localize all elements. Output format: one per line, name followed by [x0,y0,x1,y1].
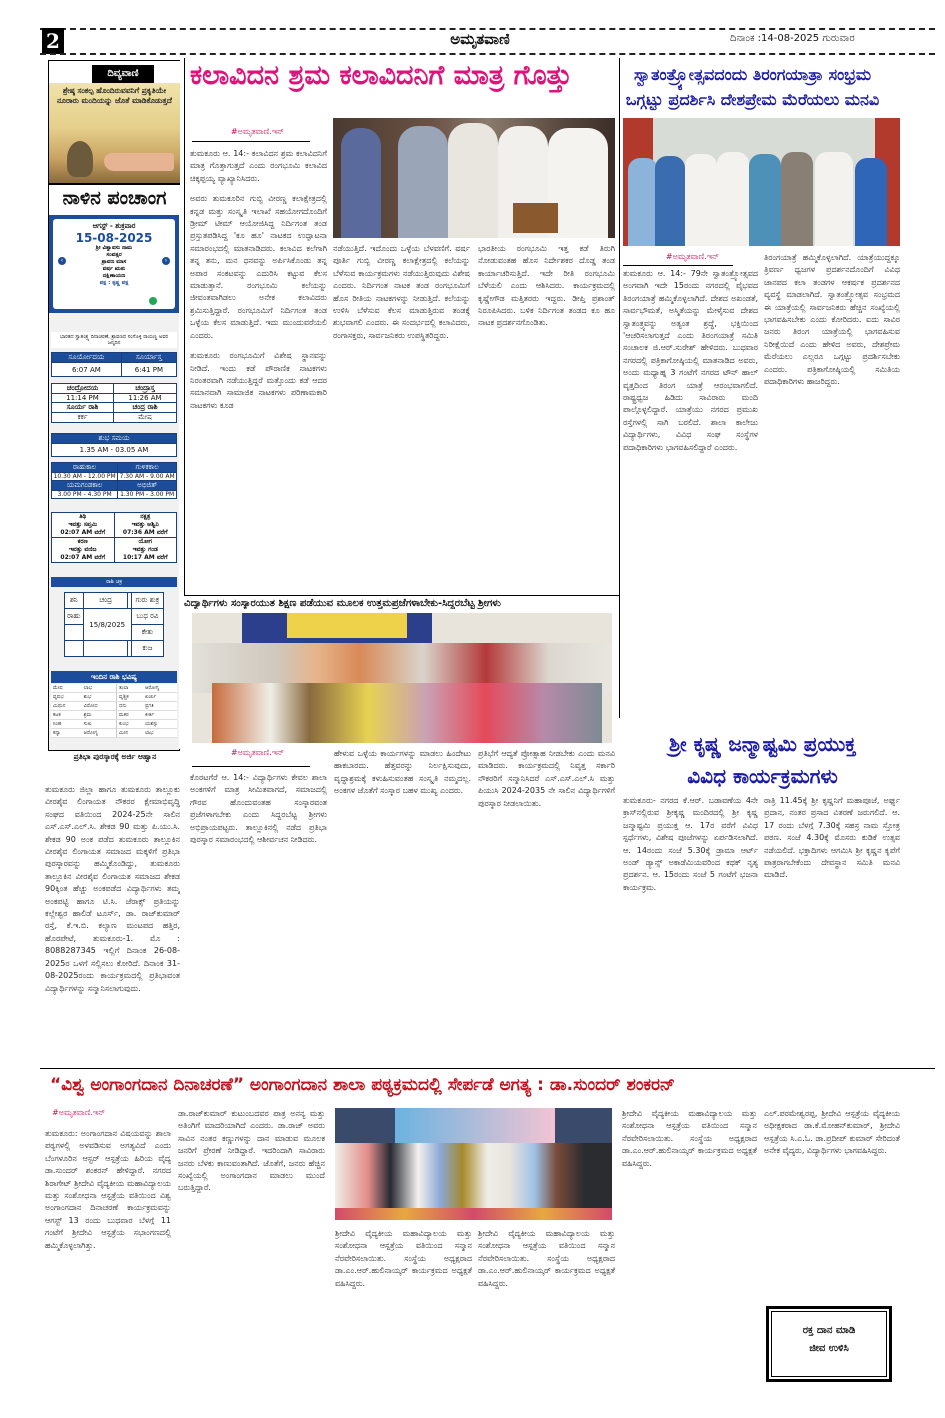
header-rule-bottom [40,53,935,55]
rashi-name: ಧನು [117,702,143,711]
sun-rashi-label: ಸೂರ್ಯ ರಾಶಿ [52,403,114,413]
divider [49,183,180,185]
moonrise-label: ಚಂದ್ರೋದಯ [52,384,114,394]
article2-photo [623,118,900,246]
samvatsara-line: ಸಂವತ್ಸರ [106,252,122,258]
bhavishya-row [51,684,177,693]
divider [184,595,619,596]
moonset-time: 11:26 AM [113,394,176,403]
article5-col1: ತುಮಕೂರು: ಅಂಗಾಂಗದಾನ ವಿಷಯವನ್ನು ಶಾಲಾ ಪಠ್ಯಗಳಲ್ಲಿ ಅಳವಡಿಸುವ ಅಗತ್ಯವಿದೆ ಎಂದು ಬೆಂಗಳೂರಿನ ಆಸ್ಟರ್ ಆಸ್ಪತ್ರೆಯ ಹಿರಿಯ ವೈದ್ಯ ಡಾ.ಸುಂದರ್ ಶಂಕರನ್ ಹೇಳಿದ್ದಾರೆ. ನಗರದ ಶಿರಾಗೇಟ್ ಶ್ರೀದೇವಿ ವೈದ್ಯಕೀಯ ಮಹಾವಿದ್ಯಾಲಯ ಮತ್ತು ಸಂಶೋಧನಾ ಆಸ್ಪತ್ರೆಯ ವತಿಯಿಂದ ವಿಶ್ವ ಅಂಗಾಂಗದಾನ ದಿನಾಚರಣೆ ಕಾರ್ಯಕ್ರಮವನ್ನು ಆಗಸ್ಟ್ 13 ರಂದು ಬುಧವಾರ ಬೆಳಗ್ಗೆ 11 ಗಂಟೆಗೆ ಶ್ರೀದೇವಿ ಆಸ್ಪತ್ರೆಯ ಸಭಾಂಗಣದಲ್ಲಿ ಹಮ್ಮಿಕೊಳ್ಳಲಾಗಿತ್ತು. [45,1129,171,1250]
ayana-line: ದಕ್ಷಿಣಾಯಣ [102,273,126,279]
tithi-cell [52,513,115,538]
yama-label: ಯಮಗಂಡಕಾಲ [52,481,118,491]
panchanga-title: ನಾಳಿನ ಪಂಚಾಂಗ [62,187,167,209]
rashi-prediction: ಶುಭ [82,693,117,702]
moon-table [51,383,177,423]
rahu-time: 10.30 AM - 12.00 PM [53,473,116,480]
article1-photo [333,118,615,238]
article2-headline-line1: ಸ್ವಾತಂತ್ರ್ಯೋತ್ಸವದಂದು ತಿರಂಗಯಾತ್ರಾ ಸಂಭ್ರಮ [633,65,872,84]
shubha-time: 1.35 AM - 03.05 AM [52,444,177,457]
chakra-cell: ಕೇತು [131,625,163,641]
article5-col4a: ಶ್ರೀದೇವಿ ವೈದ್ಯಕೀಯ ಮಹಾವಿದ್ಯಾಲಯ ಮತ್ತು ಸಂಶೋಧನಾ ಆಸ್ಪತ್ರೆಯ ವತಿಯಿಂದ ಸನ್ಮಾನ ನೆರವೇರಿಸಲಾಯಿತು. ಸಂಸ್ಥೆಯ ಅಧ್ಯಕ್ಷರಾದ ಡಾ.ಎಂ.ಆರ್.ಹುಲಿನಾಯ್ಕರ್ ಕಾರ್ಯಕ್ರಮದ ಅಧ್ಯಕ್ಷತೆ ವಹಿಸಿದ್ದರು. [622,1109,757,1168]
blood-box-line1: ರಕ್ತ ದಾನ ಮಾಡಿ [802,1325,856,1336]
article4-col2: ರಾತ್ರಿ 11.45ಕ್ಕೆ ಶ್ರೀ ಕೃಷ್ಣನಿಗೆ ಮಹಾಪೂಜೆ, ಅರ್ಘ್ಯ ಪ್ರದಾನ, ನಂತರ ಪ್ರಸಾದ ವಿತರಣೆ ಜರುಗಲಿದೆ. ಆ. 17 ರಂದು ಬೆಳಗ್ಗೆ 7.30ಕ್ಕೆ ಸಹಸ್ರ ನಾಮ ಸ್ತೋತ್ರ ಪಠಣ. ಸಂಜೆ 4.30ಕ್ಕೆ ಮೊಸರು ಕುಡಿಕೆ ಉತ್ಸವ ನಡೆಯಲಿದೆ. ಭಕ್ತಾದಿಗಳು ಆಗಮಿಸಿ ಶ್ರೀ ಕೃಷ್ಣನ ಕೃಪೆಗೆ ಪಾತ್ರರಾಗಬೇಕೆಂದು ದೇವಸ್ಥಾನ ಸಮಿತಿ ಮನವಿ ಮಾಡಿದೆ. [764,796,900,880]
rahu-label: ರಾಹುಕಾಲ [52,463,118,473]
article3-col2: ಹೇಳುವ ಒಳ್ಳೆಯ ಕಾರ್ಯಗಳನ್ನು ಮಾಡಲು ಹಿಂದೇಟು ಹಾಕಬಾರದು. ಹೆತ್ತವರನ್ನು ನಿರ್ಲಕ್ಷಿಸುವುದು, ವೃದ್ಧಾಶ್ರಮಕ್ಕೆ ಕಳುಹಿಸುವಂತಹ ಸಂಸ್ಕೃತಿ ನಮ್ಮದಲ್ಲ. ಅಂಕಗಳ ಜೊತೆಗೆ ಸಂಸ್ಕಾರ ಬಹಳ ಮುಖ್ಯ ಎಂದರು. [334,749,471,796]
rashi-prediction: ಪ್ರಗತಿ [143,702,177,711]
bhavishya-row [51,702,177,711]
article1-para: ತುಮಕೂರು ಆ. 14:- ಕಲಾವಿದನ ಶ್ರಮ ಕಲಾವಿದನಿಗೆ ಮಾತ್ರ ಗೊತ್ತಾಗುತ್ತದೆ ಎಂದು ರಂಗಭೂಮಿ ಕಲಾವಿದ ಚಿಕ್ಕಪ್ಪಯ್ಯ ವ್ಯಾಖ್ಯಾನಿಸಿದರು. [190,149,327,183]
page-number: 2 [42,28,64,54]
article3-credit: #ಅಮೃತವಾಣಿ.ಇನ್ [230,748,285,757]
hand-shape [104,153,174,171]
award-heading: ಪ್ರತಿಭಾ ಪುರಸ್ಕಾರಕ್ಕೆ ಅರ್ಜಿ ಆಹ್ವಾನ [73,752,157,761]
chakra-cell: ಶನಿ [65,593,84,609]
guli-label: ಗುಳಿಕಕಾಲ [118,463,177,473]
rashi-name: ವೃಶ್ಚಿಕ [117,693,143,702]
award-text: ತುಮಕೂರು ಜಿಲ್ಲಾ ಹಾಗೂ ತುಮಕೂರು ತಾಲ್ಲೂಕು ವೀರಶೈವ ಲಿಂಗಾಯತ ನೌಕರರ ಕ್ಷೇಮಾಭಿವೃದ್ಧಿ ಸಂಘದ ವತಿಯಿಂದ 2024-25ನೇ ಸಾಲಿನ ಎಸ್.ಎಸ್.ಎಲ್.ಸಿ. ಶೇಕಡ 90 ಮತ್ತು ಪಿ.ಯು.ಸಿ. ಶೇಕಡ 90 ಅಂಕ ಪಡೆದ ತುಮಕೂರು ತಾಲ್ಲೂಕಿನ ವೀರಶೈವ ಲಿಂಗಾಯತ ಸಮಾಜದ ಮಕ್ಕಳಿಗೆ ಪ್ರತಿಭಾ ಪುರಸ್ಕಾರವನ್ನು ಹಮ್ಮಿಕೊಂಡಿದ್ದು, ತುಮಕೂರು ತಾಲ್ಲೂಕಿನ ವೀರಶೈವ ಲಿಂಗಾಯತ ಸಮಾಜದ ಶೇಕಡ 90ಕ್ಕಿಂತ ಹೆಚ್ಚು ಅಂಕಪಡೆದ ವಿದ್ಯಾರ್ಥಿಗಳು ತಮ್ಮ ಅಂಕಪಟ್ಟಿ ಹಾಗೂ ಟಿ.ಸಿ. ಜೆರಾಕ್ಸ್ ಪ್ರತಿಯನ್ನು ಕಲ್ಲೇಶ್ವರ ಹಾಲಿಡೆ ಟೂರ್ಸ್, ಡಾ. ರಾಜ್‌ಕುಮಾರ್ ರಸ್ತೆ, ಕೆ.ಇ.ಬಿ. ಕಲ್ಯಾಣ ಮಂಟಪದ ಹತ್ತಿರ, ಹೊರಪೇಟೆ, ತುಮಕೂರು-1. ಮೊ : 8088287345 ಇಲ್ಲಿಗೆ ದಿನಾಂಕ 26-08-2025ರ ಒಳಗೆ ಸಲ್ಲಿಸಲು ಕೋರಿದೆ. ದಿನಾಂಕ 31-08-2025ರಂದು ಕಾರ್ಯಕ್ರಮದಲ್ಲಿ ಪ್ರತಿಭಾವಂತ ವಿದ್ಯಾರ್ಥಿಗಳನ್ನು ಸನ್ಮಾನಿಸಲಾಗುವುದು. [45,785,180,993]
rashi-prediction: ಲಾಭ [143,729,177,738]
article2-headline [620,62,885,112]
bhavishya-row [51,729,177,738]
nakshatra-cell [114,513,177,538]
nakshatra-value: ಇವತ್ತು ಅಶ್ವಿನಿ [131,521,159,528]
article4-headline-line2: ವಿವಿಧ ಕಾರ್ಯಕ್ರಮಗಳು [687,764,838,788]
samvatsara-line: ಶ್ರೀ ವಿಶ್ವಾವಸು ನಾಮ [95,245,133,251]
sun-rashi: ಕರ್ಕ [52,413,114,423]
chakra-cell [83,641,128,657]
article1-col2: ನಡೆಯುತ್ತಿದೆ. ಇದೊಂದು ಒಳ್ಳೆಯ ಬೆಳವಣಿಗೆ. ವರ್ಷ ಪೂರ್ತಿ ಗುಬ್ಬಿ ವೀರಣ್ಣ ಕಲಾಕ್ಷೇತ್ರದಲ್ಲಿ ಕಲೆಯನ್ನು ಬೆಳೆಸುವ ಕಾರ್ಯಕ್ರಮಗಳು ನಡೆಯುತ್ತಿರುವುದು ವಿಶೇಷ ಎಂದರು. ನಿರ್ದಿಗಂತ ನಾಟಕ ತಂಡ ರಂಗಭೂಮಿಗೆ ಹೊಸ ರೀತಿಯ ನಾಟಕಗಳನ್ನು ನೀಡುತ್ತಿದೆ. ಕಲೆಯನ್ನು ಉಳಿಸಿ ಬೆಳೆಸುವ ಕೆಲಸ ಮಾಡುತ್ತಿರುವ ತಂಡಕ್ಕೆ ಶುಭವಾಗಲಿ ಎಂದರು. ಈ ಸಂದರ್ಭದಲ್ಲಿ ಕಲಾವಿದರು, ರಂಗಾಸಕ್ತರು, ಸಾರ್ವಜನಿಕರು ಉಪಸ್ಥಿತರಿದ್ದರು. [333,244,470,340]
column-rule [619,58,620,718]
karana-cell [52,538,115,563]
article2-credit: #ಅಮೃತವಾಣಿ.ಇನ್ [665,252,720,261]
rashi-name: ಕಟಕ [51,711,82,720]
nakshatra-label: ನಕ್ಷತ್ರ [140,513,151,520]
moon-rashi-label: ಚಂದ್ರ ರಾಶಿ [113,403,176,413]
guli-time: 7.30 AM - 9.00 AM [119,473,175,480]
rashi-name: ಸಿಂಹ [51,720,82,729]
chakra-cell: ಚಂದ್ರ [83,593,128,609]
yoga-label: ಯೋಗ [138,538,153,545]
abhijit-time: 1.30 PM - 3.00 PM [118,491,177,499]
rashi-prediction: ಕೀರ್ತಿ [143,711,177,720]
chakra-cell [65,625,84,641]
rashi-name: ತುಲಾ [117,684,143,693]
column-rule [184,58,185,595]
chakra-cell: ಕುಜ [131,641,163,657]
rashi-name: ಕನ್ಯಾ [51,729,82,738]
blood-box-line2: ಜೀವ ಉಳಿಸಿ [809,1343,849,1354]
article2-headline-line2: ಒಗ್ಗಟ್ಟು ಪ್ರದರ್ಶಿಸಿ ದೇಶಪ್ರೇಮ ಮೆರೆಯಲು ಮನವಿ [625,90,880,109]
bhavishya-row [51,693,177,702]
chakra-cell: ಬುಧ ರವಿ [131,609,163,625]
rashi-chakra-label: ರಾಶಿ ಚಕ್ರ [51,577,177,587]
article1-credit: #ಅಮೃತವಾಣಿ.ಇನ್ [230,127,285,136]
rashi-name: ಕುಂಭ [117,720,143,729]
tithi-label: ತಿಥಿ [79,513,87,520]
rashi-prediction: ಶ್ರಮ [82,711,117,720]
sunrise-label: ಸೂರ್ಯೋದಯ [52,353,122,363]
karana-label: ಕರಣ [77,538,88,545]
month-day: ಆಗಸ್ಟ್ - ಶುಕ್ರವಾರ [92,222,136,230]
chakra-cell: ರಾಹು [65,609,84,625]
rashi-prediction: ಖರ್ಚು [143,693,177,702]
article5-col4: ಎಲ್.ಪರಮೇಶ್ವರಪ್ಪ, ಶ್ರೀದೇವಿ ಆಸ್ಪತ್ರೆಯ ವೈದ್ಯಕೀಯ ಅಧೀಕ್ಷಕರಾದ ಡಾ.ಕೆ.ಮೋಹನ್‌ಕುಮಾರ್, ಶ್ರೀದೇವಿ ಆಸ್ಪತ್ರೆಯ ಸಿ.ಎ.ಓ. ಡಾ.ಪ್ರದೀಪ್ ಕುಮಾರ್ ಸೇರಿದಂತೆ ಅನೇಕ ವೈದ್ಯರು, ವಿದ್ಯಾರ್ಥಿಗಳು ಭಾಗವಹಿಸಿದ್ದರು. [764,1109,900,1156]
sunset-label: ಸೂರ್ಯಾಸ್ತ [121,353,176,363]
rashi-name: ಮೇಷ [51,684,82,693]
rashi-prediction: ಸುಖ [82,720,117,729]
rashi-name: ಮಿಥುನ [51,702,82,711]
shubha-label: ಶುಭ ಸಮಯ [52,434,177,444]
moonset-label: ಚಂದ್ರಾಸ್ತ [113,384,176,394]
date-card [49,215,179,313]
whatsapp-icon[interactable] [149,297,157,305]
chakra-center-date: 15/8/2025 [83,609,131,641]
rashi-prediction: ಆರೋಗ್ಯ [82,729,117,738]
article4-col1: ತುಮಕೂರು- ನಗರದ ಕೆ.ಆರ್. ಬಡಾವಣೆಯ 4ನೇ ಕ್ರಾಸ್‌ನಲ್ಲಿರುವ ಶ್ರೀಕೃಷ್ಣ ಮಂದಿರದಲ್ಲಿ ಶ್ರೀ ಕೃಷ್ಣ ಜನ್ಮಾಷ್ಟಮಿ ಪ್ರಯುಕ್ತ ಆ. 17ರ ವರೆಗೆ ವಿವಿಧ ಸ್ಪರ್ಧೆಗಳು, ವಿಶೇಷ ಪೂಜೆಗಳನ್ನು ಏರ್ಪಡಿಸಲಾಗಿದೆ. ಆ. 14ರಂದು ಸಂಜೆ 5.30ಕ್ಕೆ ಡ್ರಾಮಾ ಆರ್ಟ್ ಅಂಡ್ ಡ್ಯಾನ್ಸ್ ಅಕಾಡೆಮಿಯವರಿಂದ ಕಥಕ್ ನೃತ್ಯ ಪ್ರದರ್ಶನ. ಆ. 15ರಂದು ಸಂಜೆ 5 ಗಂಟೆಗೆ ಭಜನಾ ಕಾರ್ಯಕ್ರಮ. [623,796,758,892]
article1-para: ಅವರು ತುಮಕೂರಿನ ಗುಬ್ಬಿ ವೀರಣ್ಣ ಕಲಾಕ್ಷೇತ್ರದಲ್ಲಿ ಕನ್ನಡ ಮತ್ತು ಸಂಸ್ಕೃತಿ ಇಲಾಖೆ ಸಹಯೋಗದೊಂದಿಗೆ ಡ್ರೀಮ್ ಟೀಮ್ ಆಯೋಜಿಸಿದ್ದ ನಿರ್ದಿಗಂತ ತಂಡ ಪ್ರಸ್ತುತಪಡಿಸಿದ್ದ 'ಕೂ ಹೂ' ನಾಟಕದ ಉದ್ಘಾಟನಾ ಸಮಾರಂಭದಲ್ಲಿ ಮಾತನಾಡಿದರು. ಕಲಾವಿದ ಕಲೆಗಾಗಿ ತನ್ನ ತನು, ಮನ ಧನವನ್ನು ಅರ್ಪಿಸಿಕೊಂಡು ತನ್ನ ಅಪಾರ ಸಂಕಟವನ್ನು ಎದುರಿಸಿ ಕಟ್ಟುವ ಕೆಲಸ ಮಾಡುತ್ತಾನೆ. ರಂಗಭೂಮಿ ಕಲೆಯನ್ನು ಜೀವಂತವಾಗಿಡಲು ಅನೇಕ ಕಲಾವಿದರು ಶ್ರಮಿಸುತ್ತಿದ್ದಾರೆ. ರಂಗಭೂಮಿಗೆ ನಿರ್ದಿಗಂತ ತಂಡ ಒಳ್ಳೆಯ ಕೆಲಸ ಮಾಡುತ್ತಿದೆ. ಇದು ಮುಂದುವರೆಯಲಿ ಎಂದರು. [190,194,327,340]
dateline: ದಿನಾಂಕ :14-08-2025 ಗುರುವಾರ [730,33,855,44]
divider [48,750,180,751]
rashi-name: ವೃಷಭ [51,693,82,702]
bhavishya-table [51,684,177,738]
chakra-cell: ಗುರು ಶುಕ್ರ [131,593,163,609]
yoga-cell [114,538,177,563]
moon-rashi: ಮೇಷ [113,413,176,423]
kala-table [51,462,177,499]
article5-headline: “ವಿಶ್ವ ಅಂಗಾಂಗದಾನ ದಿನಾಚರಣೆ” ಅಂಗಾಂಗದಾನ ಶಾಲಾ ಪಠ್ಯಕ್ರಮದಲ್ಲಿ ಸೇರ್ಪಡೆ ಅಗತ್ಯ : ಡಾ.ಸುಂದರ್ ಶಂಕರನ್ [50,1075,675,1095]
tithi-table [51,512,177,563]
moonrise-time: 11:14 PM [52,394,114,403]
chakra-cell [65,641,84,657]
article5-col3b: ಶ್ರೀದೇವಿ ವೈದ್ಯಕೀಯ ಮಹಾವಿದ್ಯಾಲಯ ಮತ್ತು ಸಂಶೋಧನಾ ಆಸ್ಪತ್ರೆಯ ವತಿಯಿಂದ ಸನ್ಮಾನ ನೆರವೇರಿಸಲಾಯಿತು. ಸಂಸ್ಥೆಯ ಅಧ್ಯಕ್ಷರಾದ ಡಾ.ಎಂ.ಆರ್.ಹುಲಿನಾಯ್ಕರ್ ಕಾರ್ಯಕ್ರಮದ ಅಧ್ಯಕ್ಷತೆ ವಹಿಸಿದ್ದರು. [478,1229,615,1288]
article3-headline: ವಿದ್ಯಾರ್ಥಿಗಳು ಸಂಸ್ಕಾರಯುತ ಶಿಕ್ಷಣ ಪಡೆಯುವ ಮೂಲಕ ಉತ್ತಮಪ್ರಜೆಗಳಾಬೇಕು-ಸಿದ್ದರಬೆಟ್ಟ ಶ್ರೀಗಳು [184,598,501,609]
divyavani-quote: ಶ್ರೇಷ್ಠ ಸಂಕಲ್ಪ ಹೊಂದಿರುವವನಿಗೆ ಪ್ರಕೃತಿಯೇ ನೂರಾರು ಮಂದಿಯನ್ನು ಜೊತೆ ಮಾಡಿಕೊಡುತ್ತದೆ [57,86,172,105]
rutu-line: ವರ್ಷ ಋತು [102,266,126,272]
article1-headline: ಕಲಾವಿದನ ಶ್ರಮ ಕಲಾವಿದನಿಗೆ ಮಾತ್ರ ಗೊತ್ತು [190,60,572,91]
panchanga-date: 15-08-2025 [75,231,153,245]
credit-rule [623,265,733,266]
credit-rule [192,141,310,142]
article2-col2: ತಿರಂಗಯಾತ್ರೆ ಹಮ್ಮಿಕೊಳ್ಳಲಾಗಿದೆ. ಯಾತ್ರೆಯುದ್ದಕ್ಕೂ ತ್ರಿವರ್ಣ ಧ್ವಜಗಳ ಪ್ರದರ್ಶನದೊಂದಿಗೆ ವಿವಿಧ ಜಾನಪದ ಕಲಾ ತಂಡಗಳ ಆಕರ್ಷಕ ಪ್ರದರ್ಶನದ ವ್ಯವಸ್ಥೆ ಮಾಡಲಾಗಿದೆ. ಸ್ವಾತಂತ್ರ್ಯೋತ್ಸವ ಸಂಭ್ರಮದ ಈ ಯಾತ್ರೆಯಲ್ಲಿ ಸಾರ್ವಜನಿಕರು ಹೆಚ್ಚಿನ ಸಂಖ್ಯೆಯಲ್ಲಿ ಭಾಗವಹಿಸಬೇಕು ಎಂದು ಕೋರಿದರು. ಐದು ಸಾವಿರ ಜನರು ತಿರಂಗ ಯಾತ್ರೆಯಲ್ಲಿ ಭಾಗವಹಿಸುವ ನಿರೀಕ್ಷೆಯಿದೆ ಎಂದು ಹೇಳಿದ ಅವರು, ದೇಶಪ್ರೇಮ ಮೆರೆಯಲು ಎಲ್ಲರೂ ಒಗ್ಗಟ್ಟು ಪ್ರದರ್ಶಿಸಬೇಕು ಎಂದರು. ಪತ್ರಿಕಾಗೋಷ್ಠಿಯಲ್ಲಿ ಸಮಿತಿಯ ಪದಾಧಿಕಾರಿಗಳು ಹಾಜರಿದ್ದರು. [764,253,900,387]
tithi-value: ಇವತ್ತು ಸಪ್ತಮಿ [68,521,98,528]
article1-para: ತುಮಕೂರು ರಂಗಭೂಮಿಗೆ ವಿಶೇಷ ಸ್ಥಾನವನ್ನು ನೀಡಿದೆ. ಇಂದು ಕಡೆ ಪೌರಾಣಿಕ ನಾಟಕಗಳು ನಿರಂತರವಾಗಿ ನಡೆಯುತ್ತಿದ್ದರೆ ಮತ್ತೊಂದು ಕಡೆ ಆದರ ಸಮಾನವಾಗಿ ಸಾಮಾಜಿಕ ನಾಟಕಗಳು ಪರಿಣಾಮಕಾರಿ ನಾಟಕಗಳು ಕೂಡ [190,351,327,410]
masthead: ಅಮೃತವಾಣಿ [450,30,510,48]
bhavishya-row [51,711,177,720]
article5-col3: ಶ್ರೀದೇವಿ ವೈದ್ಯಕೀಯ ಮಹಾವಿದ್ಯಾಲಯ ಮತ್ತು ಸಂಶೋಧನಾ ಆಸ್ಪತ್ರೆಯ ವತಿಯಿಂದ ಸನ್ಮಾನ ನೆರವೇರಿಸಲಾಯಿತು. ಸಂಸ್ಥೆಯ ಅಧ್ಯಕ್ಷರಾದ ಡಾ.ಎಂ.ಆರ್.ಹುಲಿನಾಯ್ಕರ್ ಕಾರ್ಯಕ್ರಮದ ಅಧ್ಯಕ್ಷತೆ ವಹಿಸಿದ್ದರು. [335,1229,472,1288]
article1-col1 [190,148,327,588]
masa-line: ಶ್ರಾವಣ ಮಾಸ [101,259,127,265]
sunrise-time: 6:07 AM [52,363,122,377]
karana-until: 02:07 AM ವರೆಗೆ [60,554,106,561]
abhijit-label: ಅಭಿಜಿತ್ [118,481,177,491]
article5-photo [335,1108,612,1220]
article4-headline [620,728,905,792]
bhavishya-label: ಇಂದಿನ ರಾಶಿ ಭವಿಷ್ಯ [51,671,177,683]
sunset-time: 6:41 PM [121,363,176,377]
panchanga-panel [49,215,179,750]
article1-col3: ಭಾರತೀಯ ರಂಗಭೂಮಿ ಇತ್ತ ಕಡೆ ತಿರುಗಿ ನೋಡುವಂತಹ ಹೊಸ ನಿರ್ದೇಶಕರ ದೊಡ್ಡ ತಂಡ ಕಾರ್ಯಾಚರಿಸುತ್ತಿದೆ. ಇದೇ ರೀತಿ ರಂಗಭೂಮಿ ಬೆಳೆಯಲಿ ಎಂದು ಆಶಿಸಿದರು. ಕಾರ್ಯಕ್ರಮದಲ್ಲಿ ಕೃಷ್ಣೇಗೌಡ ಮತ್ತಿತರರು ಇದ್ದರು. ಡೀಪ್ತಿ ಪ್ರಶಾಂತ್ ನಿರೂಪಿಸಿದರು. ಬಳಿಕ ನಿರ್ದಿಗಂತ ತಂಡದ ಕೂ ಹೂ ನಾಟಕ ಪ್ರದರ್ಶನಗೊಂಡಿತು. [478,244,615,328]
bhavishya-row [51,720,177,729]
rashi-prediction: ಲಾಭ [82,684,117,693]
rashi-name: ಮಕರ [117,711,143,720]
sun-table [51,352,177,377]
karana-value: ಇವತ್ತು ವಣಿಜ [68,546,97,553]
credit-rule [192,766,310,767]
tithi-until: 02:07 AM ವರೆಗೆ [60,529,106,536]
yama-time: 3.00 PM - 4.30 PM [52,491,118,499]
article5-credit: #ಅಮೃತವಾಣಿ.ಇನ್ [52,1108,106,1117]
next-day-icon[interactable]: › [162,257,170,265]
yoga-until: 10:17 AM ವರೆಗೆ [122,554,168,561]
paksha-line: ಪಕ್ಷ : ಕೃಷ್ಣ ಪಕ್ಷ [99,280,129,286]
rashi-name: ಮೀನ [117,729,143,738]
article2-col1: ತುಮಕೂರು ಆ. 14:- 79ನೇ ಸ್ವಾತಂತ್ರ್ಯೋತ್ಸವದ ಅಂಗವಾಗಿ ಇದೇ 15ರಂದು ನಗರದಲ್ಲಿ ವೈಭವದ ತಿರಂಗಯಾತ್ರೆ ಹಮ್ಮಿಕೊಳ್ಳಲಾಗಿದೆ. ದೇಶದ ಅಖಂಡತೆ, ಸಾರ್ವಭೌಮತೆ, ಅಸ್ಮಿತೆಯನ್ನು ಮೇಳೈಸುವ ದೇಶದ ಸ್ವಾತಂತ್ರ್ಯವನ್ನು ಅತ್ಯಂತ ಶ್ರದ್ಧೆ, ಭಕ್ತಿಯಿಂದ 'ಆಚರಿಸಲಾಗುತ್ತದೆ ಎಂದು ತಿರಂಗಯಾತ್ರೆ ಸಮಿತಿ ಸಂಚಾಲಕ ಜಿ.ಆರ್.ಸುರೇಶ್ ಹೇಳಿದರು. ಬುಧವಾರ ನಗರದಲ್ಲಿ ಪತ್ರಿಕಾಗೋಷ್ಠಿಯಲ್ಲಿ ಮಾತನಾಡಿದ ಅವರು, ಅಂದು ಮಧ್ಯಾಹ್ನ 3 ಗಂಟೆಗೆ ನಗರದ ಟೌನ್ ಹಾಲ್ ವೃತ್ತದಿಂದ ತಿರಂಗ ಯಾತ್ರೆ ಆರಂಭವಾಗಲಿದೆ. ರಾಷ್ಟ್ರಧ್ವಜ ಹಿಡಿದು ಸಾವಿರಾರು ಮಂದಿ ಪಾಲ್ಗೊಳ್ಳಲಿದ್ದಾರೆ. ಯಾತ್ರೆಯು ನಗರದ ಪ್ರಮುಖ ರಸ್ತೆಗಳಲ್ಲಿ ಸಾಗಿ ಬರಲಿದೆ. ಶಾಲಾ ಕಾಲೇಜು ವಿದ್ಯಾರ್ಥಿಗಳು, ವಿವಿಧ ಸಂಘ ಸಂಸ್ಥೆಗಳ ಪದಾಧಿಕಾರಿಗಳು ಭಾಗವಹಿಸಲಿದ್ದಾರೆ ಎಂದರು. [623,269,758,452]
festival-note: ಭಾರತದ ಸ್ವಾತಂತ್ರ್ಯ ದಿನಾಚರಣೆ, ಶ್ರಾವಣದ ಸಂಗೊಳ್ಳಿ ರಾಯಣ್ಣ ಅವರ ಜನ್ಮದಿನ [51,332,177,348]
prev-day-icon[interactable]: ‹ [58,257,66,265]
divyavani-title: ದಿವ್ಯವಾಣಿ [92,65,154,83]
yoga-value: ಇವತ್ತು ಗಂಡ [132,546,158,553]
shubha-table [51,433,177,457]
article3-photo [192,613,612,743]
nakshatra-until: 07:36 AM ವರೆಗೆ [122,529,168,536]
article3-col3: ಪ್ರತಿಭೆಗೆ ಆದ್ಯತೆ ಪ್ರೋತ್ಸಾಹ ನೀಡಬೇಕು ಎಂದು ಮನವಿ ಮಾಡಿದರು. ಕಾರ್ಯಕ್ರಮದಲ್ಲಿ ನಿವೃತ್ತ ಸರ್ಕಾರಿ ನೌಕರರಿಗೆ ಸನ್ಮಾನಿಸಿದರೆ ಎಸ್.ಎಸ್.ಎಲ್.ಸಿ ಮತ್ತು ಪಿಯುಸಿ 2024-2035 ನೇ ಸಾಲಿನ ವಿದ್ಯಾರ್ಥಿಗಳಿಗೆ ಪುರಸ್ಕಾರ ನೀಡಲಾಯಿತು. [478,749,615,808]
rashi-prediction: ಆರೋಗ್ಯ [143,684,177,693]
blood-donation-box [766,1306,892,1382]
article5-col2: ಡಾ.ರಾಜ್‌ಕುಮಾರ್ ಕುಟುಂಬದವರ ಪಾತ್ರ ಅನನ್ಯ ಮತ್ತು ಅತಿಂಗಿಗೆ ಮಾದರಿಯಾಗಿದೆ ಎಂದರು. ಡಾ.ರಾಜ್ ಅವರು ಸಾವಿನ ನಂತರ ಕಣ್ಣುಗಳನ್ನು ದಾನ ಮಾಡುವ ಮೂಲಕ ಜನರಿಗೆ ಪ್ರೇರಣೆ ನೀಡಿದ್ದಾರೆ. ಇದರಿಂದಾಗಿ ಸಾವಿರಾರು ಜನರು ಬೆಳಕು ಕಾಣುವಂತಾಗಿದೆ. ಜೊತೆಗೆ, ಜನರು ಹೆಚ್ಚಿನ ಸಂಖ್ಯೆಯಲ್ಲಿ ಅಂಗಾಂಗದಾನ ಮಾಡಲು ಮುಂದೆ ಬರುತ್ತಿದ್ದಾರೆ. [178,1109,325,1193]
article3-col1: ಕೊರಟಗೆರೆ ಆ. 14:- ವಿದ್ಯಾರ್ಥಿಗಳು ಕೇವಲ ಶಾಲಾ ಅಂಕಗಳಿಗೆ ಮಾತ್ರ ಸೀಮಿತವಾಗದೆ, ಸಮಾಜದಲ್ಲಿ ಗೌರವ ಹೊಂದುವಂತಹ ಸಂಸ್ಕಾರವಂತ ಪ್ರಜೆಗಳಾಗಬೇಕು ಎಂದು ಸಿದ್ದರಬೆಟ್ಟ ಶ್ರೀಗಳು ಅಭಿಪ್ರಾಯಪಟ್ಟರು. ತಾಲ್ಲೂಕಿನಲ್ಲಿ ನಡೆದ ಪ್ರತಿಭಾ ಪುರಸ್ಕಾರ ಸಮಾರಂಭದಲ್ಲಿ ಆಶೀರ್ವಚನ ನೀಡಿದರು. [190,773,327,845]
bird-shape [67,141,93,177]
divider [40,1068,935,1069]
rashi-prediction: ವಿರೋಧ [82,702,117,711]
rashi-prediction: ಯಶಸ್ಸು [143,720,177,729]
rashi-chakra [64,592,164,657]
article4-headline-line1: ಶ್ರೀ ಕೃಷ್ಣ ಜನ್ಮಾಷ್ಟಮಿ ಪ್ರಯುಕ್ತ [669,732,856,756]
